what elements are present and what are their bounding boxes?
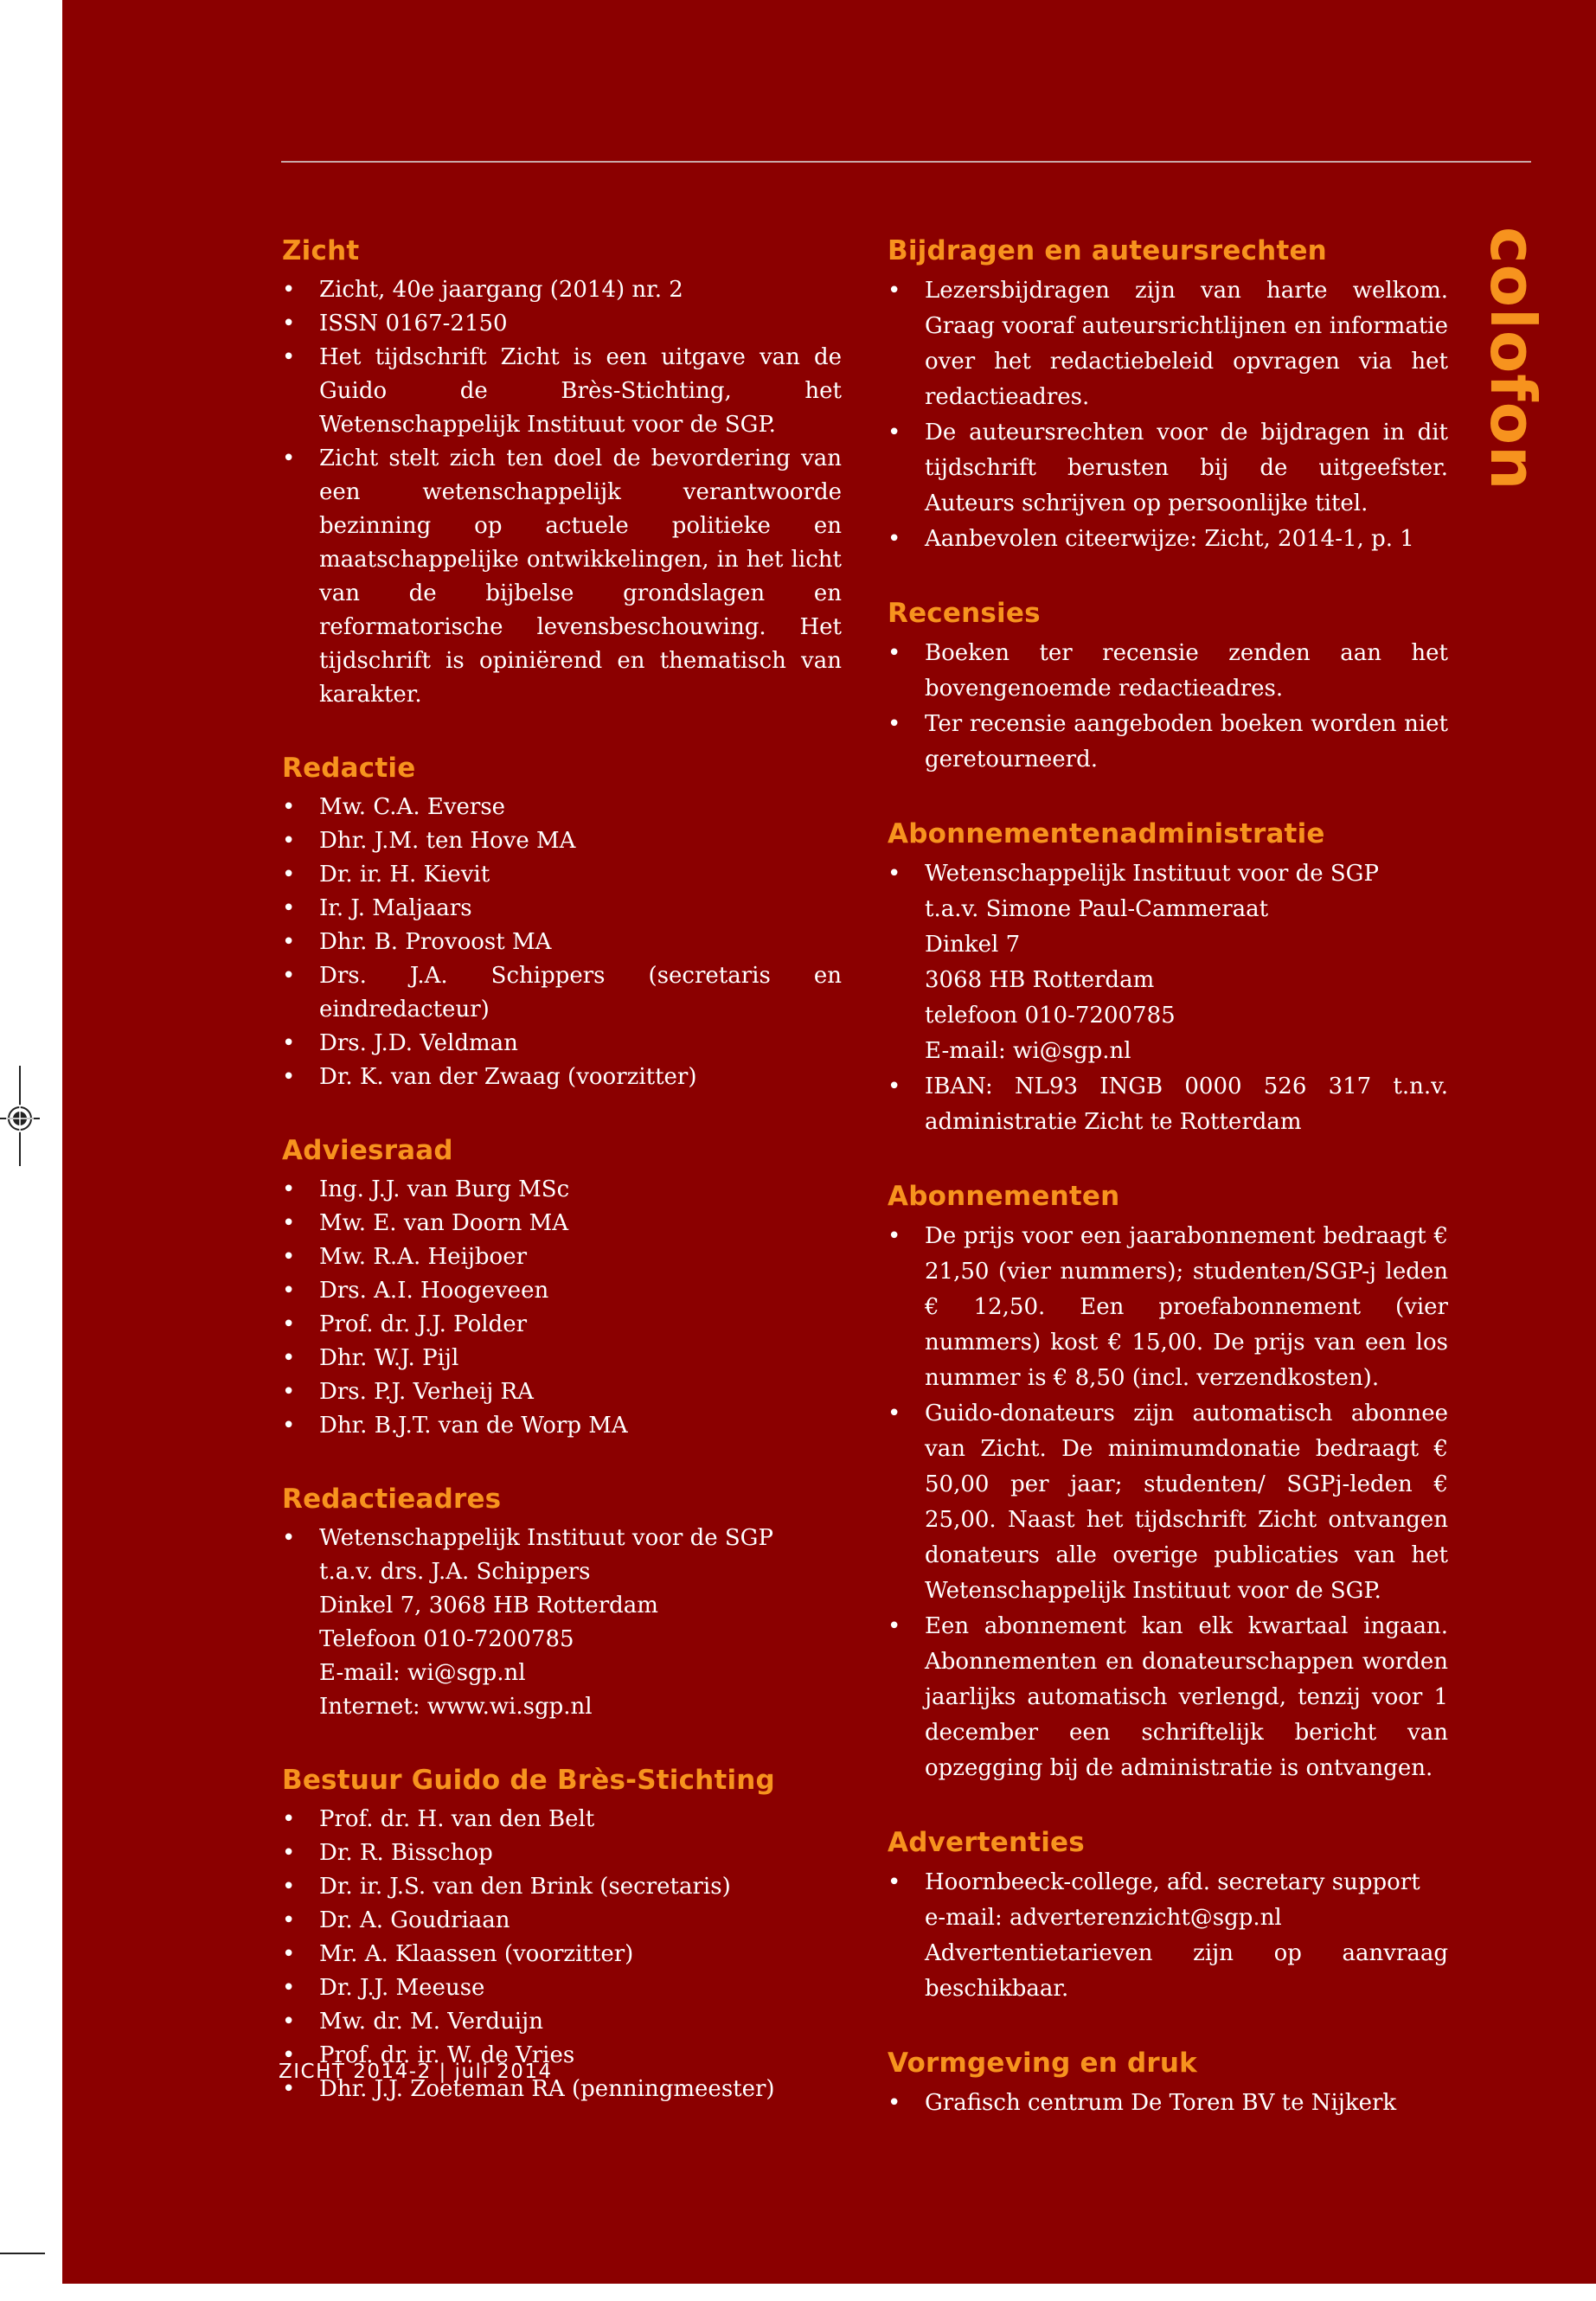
list-item [888, 1396, 1448, 1609]
section-heading: Vormgeving en druk [888, 2048, 1197, 2079]
registration-mark-icon [6, 1105, 34, 1132]
section-vormgeving-en-druk [888, 2046, 1448, 2121]
section-bijdragen-en-auteursrechten [888, 234, 1448, 557]
list-item [282, 926, 842, 959]
list-item-text: • Ing. J.J. van Burg MSc [319, 1176, 570, 1202]
list-item-text: • Grafisch centrum De Toren BV te Nijkerk [925, 2090, 1397, 2116]
list-item [888, 636, 1448, 707]
section-list [282, 1173, 842, 1443]
list-item [282, 273, 842, 307]
list-item-text: • Hoornbeeck-college, afd. secretary support [925, 1869, 1420, 1895]
right-column [888, 234, 1448, 2160]
list-item-text: • Wetenschappelijk Instituut voor de SGP [319, 1525, 773, 1551]
list-item-text: Internet: www.wi.sgp.nl [319, 1694, 593, 1720]
section-bestuur-guido-de-bres-stichting [282, 1763, 842, 2106]
section-heading: Abonnementen [888, 1181, 1120, 1212]
list-item [282, 1240, 842, 1274]
section-heading: Bestuur Guido de Brès-Stichting [282, 1765, 775, 1796]
section-redactieadres [282, 1482, 842, 1724]
list-item-text: Dinkel 7, 3068 HB Rotterdam [319, 1593, 658, 1618]
list-item [888, 856, 1448, 1069]
list-item [282, 1274, 842, 1308]
list-item-text: • Zicht stelt zich ten doel de bevordering van een wetenschappelijk verantwoorde bezinning op actuele politieke en maatschappelijke ontwikkelingen, in het licht van de bijbelse grondslagen en reformatorische levensbeschouwing. Het tijdschrift is opiniërend en thematisch van karakter. [319, 445, 842, 708]
list-item-text: • De auteursrechten voor de bijdragen in dit tijdschrift berusten bij de uitgeefster. Auteurs schrijven op persoonlijke titel. [925, 420, 1448, 516]
list-item [888, 707, 1448, 778]
list-item-text: • Lezersbijdragen zijn van harte welkom. Graag vooraf auteursrichtlijnen en informatie over het redactiebeleid opvragen via het redactieadres. [925, 278, 1448, 410]
list-item [888, 415, 1448, 522]
section-list [888, 273, 1448, 557]
section-list [888, 1219, 1448, 1786]
crop-mark [0, 2253, 45, 2254]
list-item-text: • Mw. C.A. Everse [319, 794, 506, 820]
section-zicht [282, 234, 842, 712]
list-item-text: telefoon 010-7200785 [925, 1003, 1176, 1029]
list-item-text: • Prof. dr. ir. W. de Vries [319, 2042, 575, 2068]
list-item-text: • Drs. P.J. Verheij RA [319, 1379, 534, 1405]
section-heading: Advertenties [888, 1827, 1085, 1858]
list-item-text: • Guido-donateurs zijn automatisch abonnee van Zicht. De minimumdonatie bedraagt € 50,00 per jaar; studenten/ SGPj-leden € 25,00. Naast het tijdschrift Zicht ontvangen donateurs alle overige publicaties van het Wetenschappelijk Instituut voor de SGP. [925, 1400, 1448, 1604]
list-item [282, 1870, 842, 1904]
list-item-text: • Dr. ir. J.S. van den Brink (secretaris) [319, 1874, 731, 1900]
list-item-text: • Dr. K. van der Zwaag (voorzitter) [319, 1064, 697, 1090]
list-item [282, 858, 842, 892]
list-item-text: • Mw. dr. M. Verduijn [319, 2009, 543, 2035]
list-item-text: • Dr. R. Bisschop [319, 1840, 493, 1866]
section-heading: Redactie [282, 753, 416, 784]
list-item [282, 1342, 842, 1375]
list-item-text: • De prijs voor een jaarabonnement bedraagt € 21,50 (vier nummers); studenten/SGP-j leden € 12,50. Een proefabonnement (vier nummers) kost € 15,00. De prijs van een los nummer is € 8,50 (incl. verzendkosten). [925, 1223, 1448, 1391]
list-item-text: • Een abonnement kan elk kwartaal ingaan. Abonnementen en donateurschappen worden jaarlijks automatisch verlengd, tenzij voor 1 december een schriftelijk bericht van opzegging bij de administratie is ontvangen. [925, 1613, 1448, 1781]
list-item-text: • Drs. J.A. Schippers (secretaris en eindredacteur) [319, 963, 842, 1022]
section-abonnementen [888, 1179, 1448, 1786]
section-heading: Abonnementenadministratie [888, 818, 1325, 849]
section-heading: Bijdragen en auteursrechten [888, 235, 1327, 266]
list-item-text: • Mw. E. van Doorn MA [319, 1210, 569, 1236]
list-item-text: • Dr. J.J. Meeuse [319, 1975, 485, 2001]
list-item [282, 1522, 842, 1724]
section-list [282, 273, 842, 712]
list-item-text: • Ter recensie aangeboden boeken worden niet geretourneerd. [925, 711, 1448, 772]
list-item [282, 1308, 842, 1342]
list-item-text: • Dr. A. Goudriaan [319, 1907, 510, 1933]
page-footer: ZICHT 2014-2 | juli 2014 [279, 2061, 553, 2083]
list-item [282, 1207, 842, 1240]
side-title: colofon [1477, 227, 1549, 491]
list-item-text: • Dr. ir. H. Kievit [319, 862, 490, 888]
list-item [888, 273, 1448, 415]
list-item-text: • Prof. dr. J.J. Polder [319, 1311, 528, 1337]
list-item [282, 791, 842, 824]
list-item [282, 959, 842, 1027]
list-item [888, 522, 1448, 557]
list-item-text: • Zicht, 40e jaargang (2014) nr. 2 [319, 277, 683, 303]
list-item-text: • Drs. A.I. Hoogeveen [319, 1278, 549, 1304]
top-rule [281, 161, 1531, 163]
list-item [282, 1904, 842, 1938]
section-list [888, 636, 1448, 778]
list-item-text: • Dhr. W.J. Pijl [319, 1345, 459, 1371]
left-column [282, 234, 842, 2145]
list-item [282, 307, 842, 341]
section-recensies [888, 596, 1448, 778]
section-adviesraad [282, 1133, 842, 1443]
list-item-text: • Dhr. B. Provoost MA [319, 929, 552, 955]
section-heading: Zicht [282, 235, 360, 266]
list-item-text: • Aanbevolen citeerwijze: Zicht, 2014-1, p. 1 [925, 526, 1414, 552]
list-item [282, 892, 842, 926]
section-heading: Recensies [888, 598, 1041, 629]
list-item-text: e-mail: adverterenzicht@sgp.nl [925, 1905, 1282, 1931]
registration-line-bottom [19, 1131, 21, 1166]
list-item-text: • Dhr. B.J.T. van de Worp MA [319, 1413, 628, 1439]
list-item [282, 341, 842, 442]
section-redactie [282, 751, 842, 1094]
list-item [282, 1938, 842, 1971]
list-item [888, 2086, 1448, 2121]
list-item [888, 1865, 1448, 2007]
list-item [282, 1836, 842, 1870]
section-heading: Redactieadres [282, 1484, 502, 1515]
section-abonnementenadministratie [888, 817, 1448, 1140]
list-item [282, 1061, 842, 1094]
list-item-text: E-mail: wi@sgp.nl [925, 1038, 1131, 1064]
list-item [282, 1027, 842, 1061]
list-item-text: • Ir. J. Maljaars [319, 895, 472, 921]
list-item-text: • Mr. A. Klaassen (voorzitter) [319, 1941, 634, 1967]
list-item [282, 1971, 842, 2005]
list-item [282, 442, 842, 712]
list-item-text: t.a.v. Simone Paul-Cammeraat [925, 896, 1269, 922]
list-item-text: • Mw. R.A. Heijboer [319, 1244, 528, 1270]
list-item-text: Advertentietarieven zijn op aanvraag beschikbaar. [925, 1940, 1448, 2002]
list-item-text: • Prof. dr. H. van den Belt [319, 1806, 595, 1832]
list-item-text: Dinkel 7 [925, 932, 1021, 958]
list-item-text: • Wetenschappelijk Instituut voor de SGP [925, 861, 1379, 887]
list-item [888, 1219, 1448, 1396]
list-item-text: • Het tijdschrift Zicht is een uitgave van de Guido de Brès-Stichting, het Wetenschappelijk Instituut voor de SGP. [319, 344, 842, 438]
list-item-text: 3068 HB Rotterdam [925, 967, 1155, 993]
section-advertenties [888, 1825, 1448, 2007]
section-heading: Adviesraad [282, 1135, 453, 1166]
registration-line-top [19, 1066, 21, 1106]
list-item-text: E-mail: wi@sgp.nl [319, 1660, 526, 1686]
list-item [282, 1375, 842, 1409]
list-item-text: • IBAN: NL93 INGB 0000 526 317 t.n.v. administratie Zicht te Rotterdam [925, 1074, 1448, 1135]
section-list [282, 1522, 842, 1724]
list-item [282, 1803, 842, 1836]
list-item [282, 2005, 842, 2039]
list-item [282, 1409, 842, 1443]
list-item-text: Telefoon 010-7200785 [319, 1626, 574, 1652]
list-item-text: • Dhr. J.J. Zoeteman RA (penningmeester) [319, 2076, 775, 2102]
section-list [888, 856, 1448, 1140]
section-list [888, 1865, 1448, 2007]
section-list [888, 2086, 1448, 2121]
list-item-text: t.a.v. drs. J.A. Schippers [319, 1559, 591, 1585]
list-item-text: • Drs. J.D. Veldman [319, 1030, 518, 1056]
list-item [888, 1069, 1448, 1140]
section-list [282, 791, 842, 1094]
list-item-text: • ISSN 0167-2150 [319, 311, 508, 336]
list-item [282, 824, 842, 858]
list-item [282, 1173, 842, 1207]
list-item-text: • Boeken ter recensie zenden aan het bovengenoemde redactieadres. [925, 640, 1448, 702]
list-item-text: • Dhr. J.M. ten Hove MA [319, 828, 576, 854]
list-item [888, 1609, 1448, 1786]
